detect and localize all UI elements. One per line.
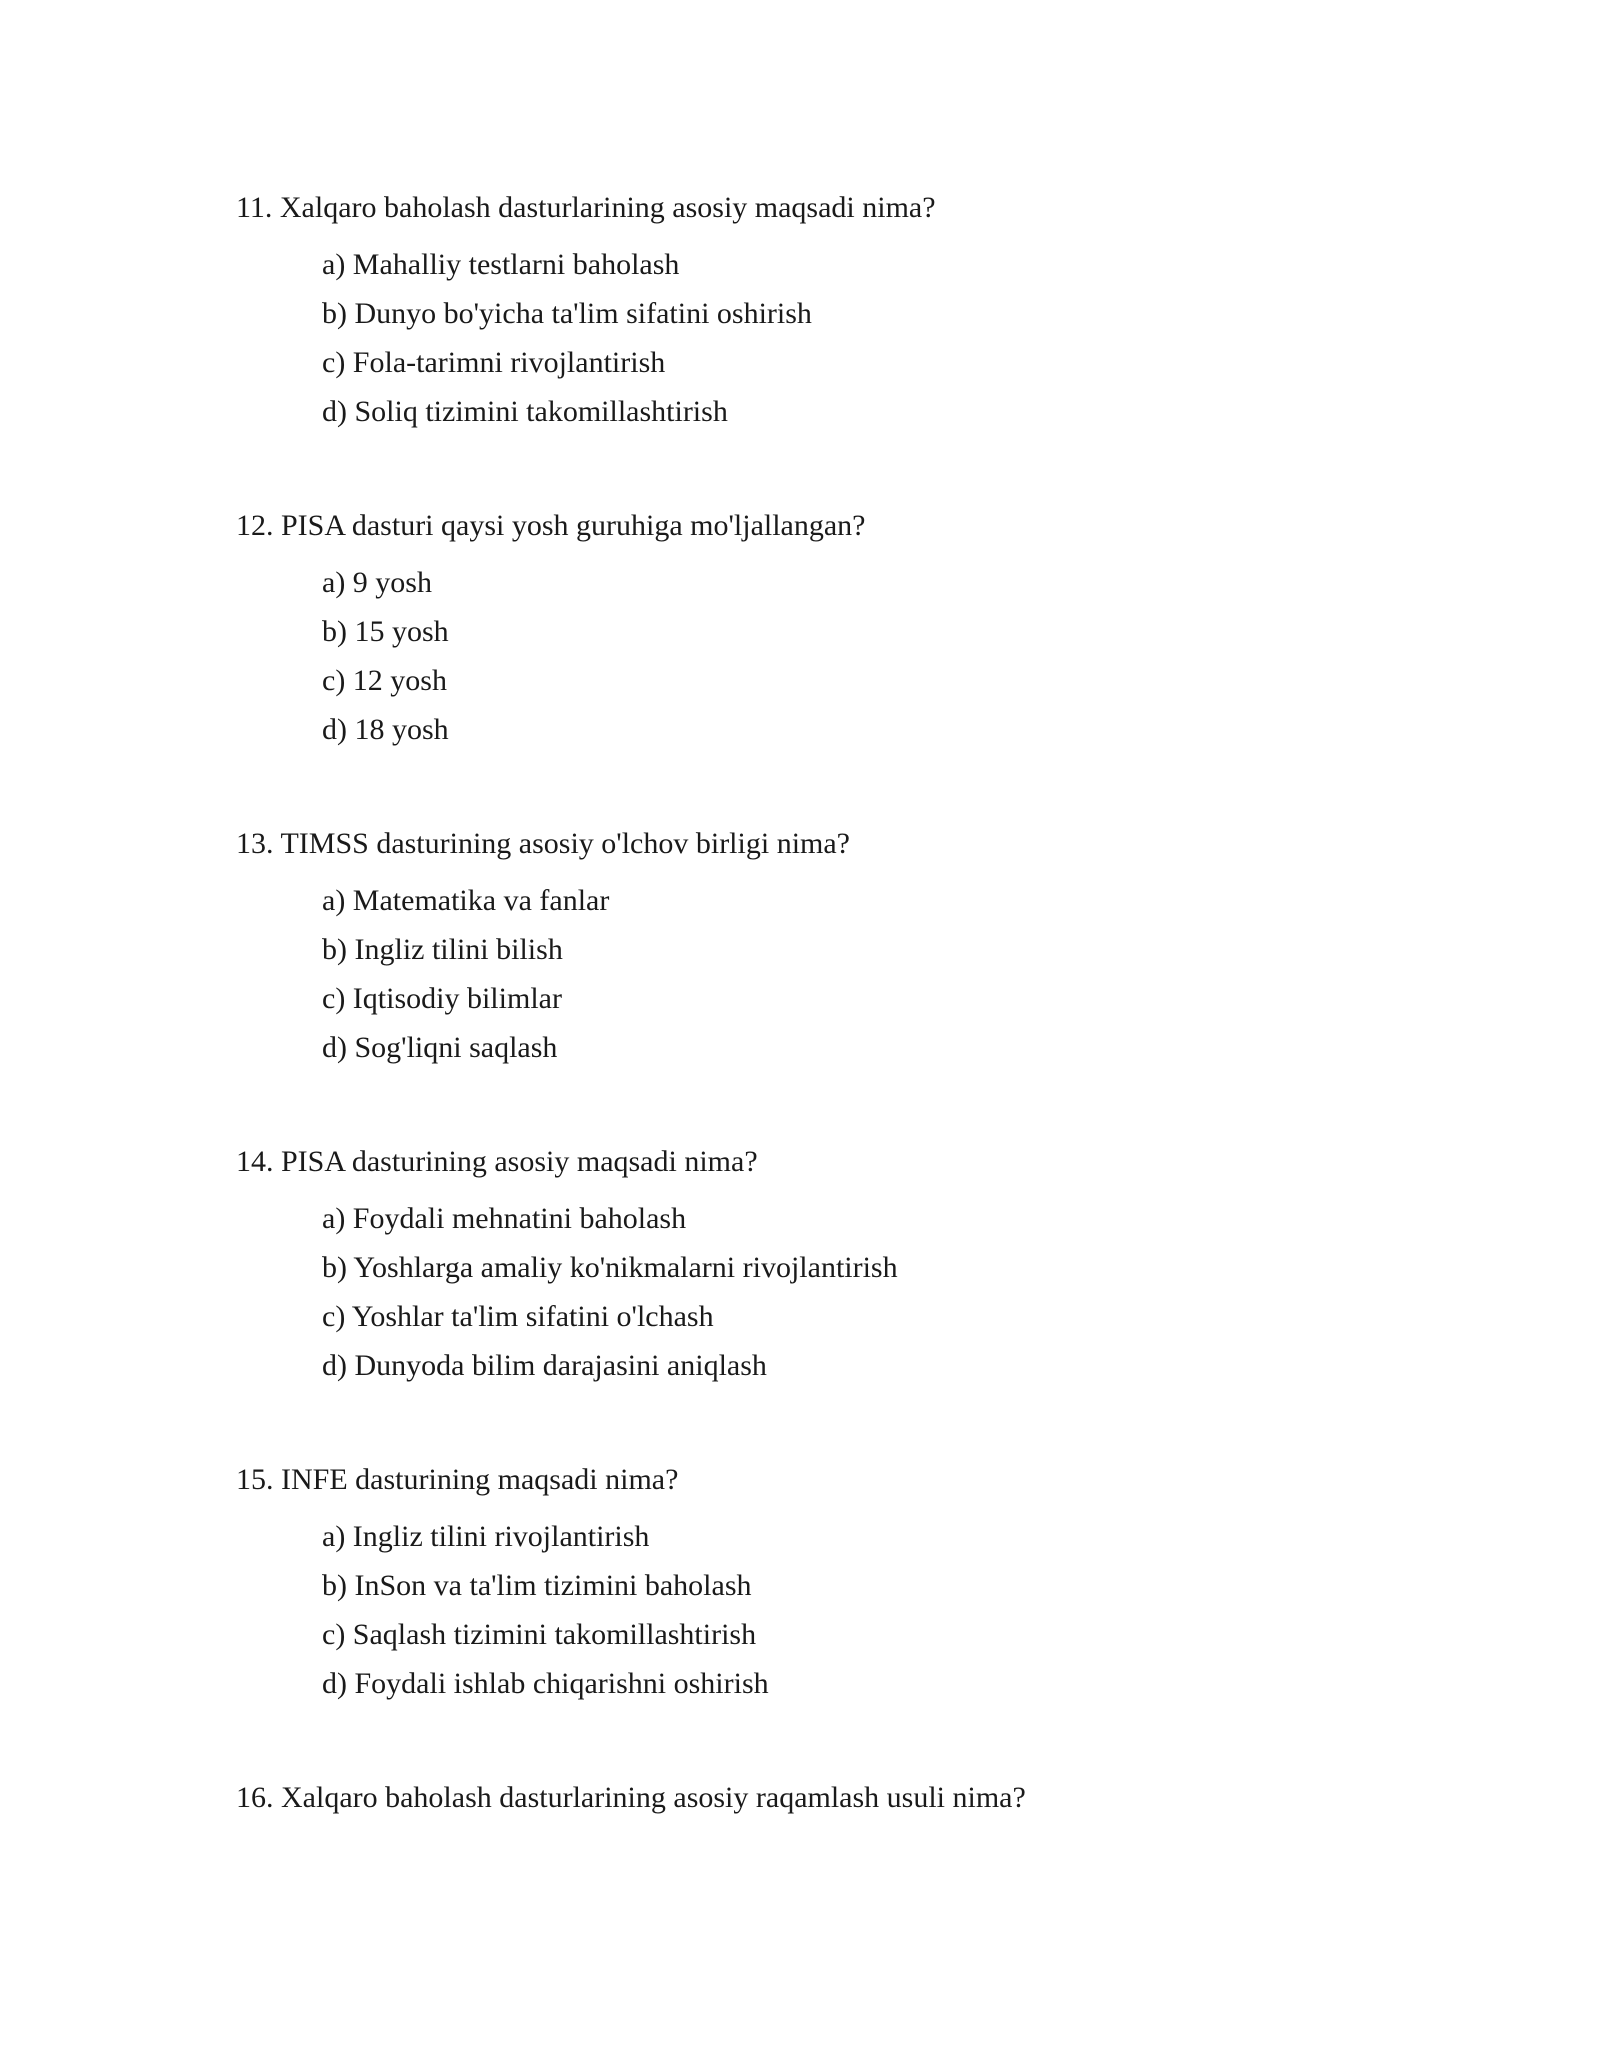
answer-option-a: a) Ingliz tilini rivojlantirish [322,1520,650,1553]
answer-option-c: c) 12 yosh [322,664,447,697]
question-13 [236,824,1436,1077]
answer-option-d: d) Soliq tizimini takomillashtirish [322,395,728,428]
question-text: 11. Xalqaro baholash dasturlarining asosiy maqsadi nima? [236,191,936,224]
question-text: 13. TIMSS dasturining asosiy o'lchov birligi nima? [236,827,850,860]
answer-option-d: d) 18 yosh [322,713,449,746]
answer-options [236,245,1436,432]
answer-options [236,563,1436,750]
answer-option-b: b) InSon va ta'lim tizimini baholash [322,1569,752,1602]
answer-option-b: b) Dunyo bo'yicha ta'lim sifatini oshirish [322,297,812,330]
answer-option-c: c) Fola-tarimni rivojlantirish [322,346,666,379]
question-15 [236,1460,1436,1713]
answer-option-c: c) Iqtisodiy bilimlar [322,982,562,1015]
question-16 [236,1778,1436,1818]
answer-option-a: a) Foydali mehnatini baholash [322,1202,687,1235]
question-text: 14. PISA dasturining asosiy maqsadi nima? [236,1145,758,1178]
question-12 [236,506,1436,759]
answer-option-c: c) Saqlash tizimini takomillashtirish [322,1618,757,1651]
answer-option-a: a) Matematika va fanlar [322,884,610,917]
answer-option-d: d) Foydali ishlab chiqarishni oshirish [322,1667,769,1700]
answer-options [236,1517,1436,1704]
answer-options [236,1199,1436,1386]
answer-option-b: b) Ingliz tilini bilish [322,933,563,966]
answer-option-d: d) Sog'liqni saqlash [322,1031,558,1064]
answer-option-a: a) Mahalliy testlarni baholash [322,248,680,281]
question-text: 15. INFE dasturining maqsadi nima? [236,1463,679,1496]
answer-option-a: a) 9 yosh [322,566,432,599]
answer-options [236,881,1436,1068]
answer-option-d: d) Dunyoda bilim darajasini aniqlash [322,1349,767,1382]
question-text: 12. PISA dasturi qaysi yosh guruhiga mo'ljallangan? [236,509,866,542]
question-text: 16. Xalqaro baholash dasturlarining asosiy raqamlash usuli nima? [236,1781,1026,1814]
question-11 [236,188,1436,441]
answer-option-b: b) Yoshlarga amaliy ko'nikmalarni rivojlantirish [322,1251,898,1284]
answer-option-b: b) 15 yosh [322,615,449,648]
answer-option-c: c) Yoshlar ta'lim sifatini o'lchash [322,1300,714,1333]
question-14 [236,1142,1436,1395]
